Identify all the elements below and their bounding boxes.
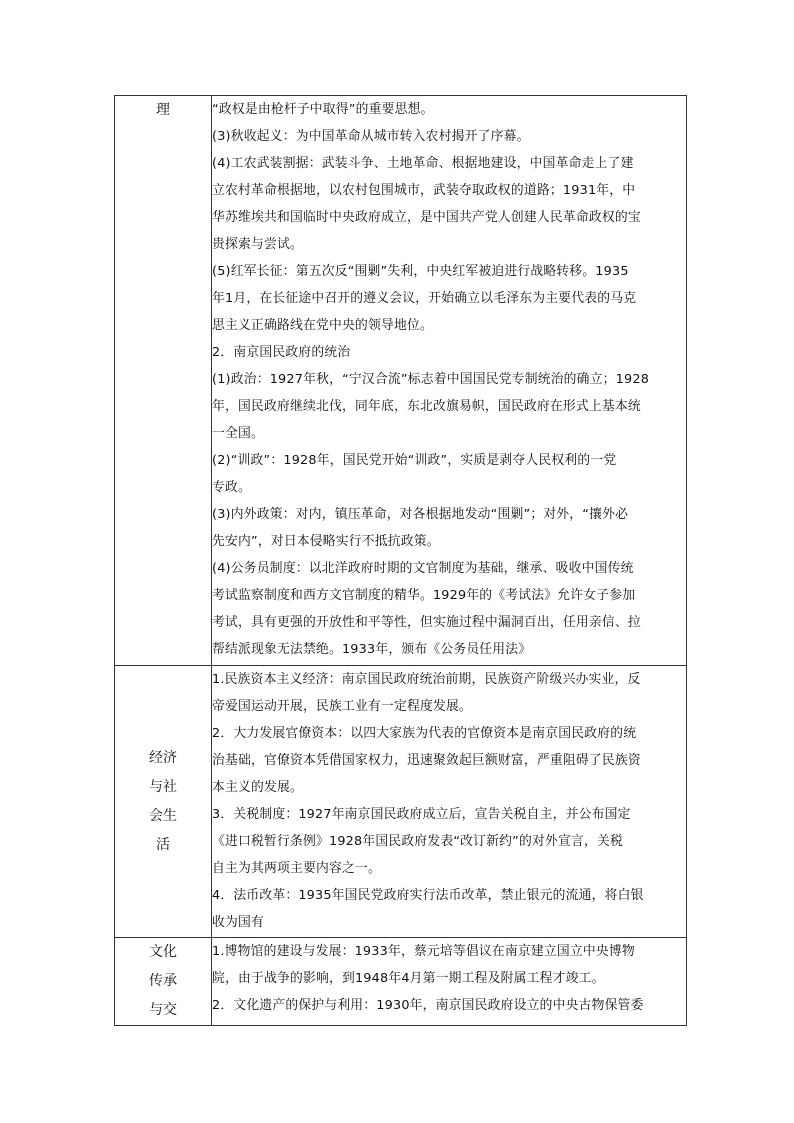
text-line: 帝爱国运动开展，民族工业有一定程度发展。 <box>212 699 472 714</box>
text-line: 先安内”，对日本侵略实行不抵抗政策。 <box>212 534 440 549</box>
text-line: 1.民族资本主义经济：南京国民政府统治前期，民族资产阶级兴办实业，反 <box>212 672 641 687</box>
text-line: (4)工农武装割据：武装斗争、土地革命、根据地建设，中国革命走上了建 <box>212 156 634 171</box>
row-label <box>149 938 177 1025</box>
text-line: “政权是由枪杆子中取得”的重要思想。 <box>212 102 434 117</box>
text-line: 思主义正确路线在党中央的领导地位。 <box>212 318 433 333</box>
row-label-line: 活 <box>156 836 170 853</box>
text-line: 立农村革命根据地，以农村包围城市，武装夺取政权的道路；1931年，中 <box>212 183 636 198</box>
row-content-cell <box>212 666 687 938</box>
text-line: 贵探索与尝试。 <box>212 237 303 252</box>
text-line: 4．法币改革：1935年国民党政府实行法币改革，禁止银元的流通，将白银 <box>212 888 644 903</box>
row-label-line: 与交 <box>149 1002 177 1018</box>
row-label-line: 会生 <box>149 807 177 824</box>
text-line: (5)红军长征：第五次反“围剿”失利，中央红军被迫进行战略转移。1935 <box>212 264 629 279</box>
row-label-line: 经济 <box>149 749 177 766</box>
row-content-cell <box>212 938 687 1026</box>
text-line: 专政。 <box>212 480 251 495</box>
text-line: 2．文化遗产的保护与利用：1930年，南京国民政府设立的中央古物保管委 <box>212 998 644 1013</box>
row-label-line: 文化 <box>149 944 177 960</box>
text-line: 考试，具有更强的开放性和平等性，但实施过程中漏洞百出，任用亲信、拉 <box>212 615 641 630</box>
text-line: 2．大力发展官僚资本：以四大家族为代表的官僚资本是南京国民政府的统 <box>212 726 637 741</box>
text-line: (3)内外政策：对内，镇压革命，对各根据地发动“围剿”；对外，“攘外必 <box>212 507 629 522</box>
row-label-cell <box>115 96 212 666</box>
row-label-cell <box>115 938 212 1026</box>
text-line: (4)公务员制度：以北洋政府时期的文官制度为基础，继承、吸收中国传统 <box>212 561 634 576</box>
text-line: 年，国民政府继续北伐，同年底，东北改旗易帜，国民政府在形式上基本统 <box>212 399 641 414</box>
table-row-economy <box>115 666 687 938</box>
text-line: 院，由于战争的影响，到1948年4月第一期工程及附属工程才竣工。 <box>212 971 605 986</box>
row-label: 理 <box>156 102 170 118</box>
row-content-cell <box>212 96 687 666</box>
text-line: 帮结派现象无法禁绝。1933年，颁布《公务员任用法》 <box>212 642 532 657</box>
row-label-line: 传承 <box>149 973 177 989</box>
text-line: 华苏维埃共和国临时中央政府成立，是中国共产党人创建人民革命政权的宝 <box>212 210 641 225</box>
text-line: 一全国。 <box>212 426 264 441</box>
text-line: 年1月，在长征途中召开的遵义会议，开始确立以毛泽东为主要代表的马克 <box>212 291 637 306</box>
content-table <box>114 95 687 1026</box>
text-line: (2)“训政”：1928年，国民党开始“训政”，实质是剥夺人民权利的一党 <box>212 453 617 468</box>
text-line: 治基础，官僚资本凭借国家权力，迅速聚敛起巨额财富，严重阻碍了民族资 <box>212 753 641 768</box>
text-line: 《进口税暂行条例》1928年国民政府发表“改订新约”的对外宣言，关税 <box>212 834 623 849</box>
text-line: 3．关税制度：1927年南京国民政府成立后，宣告关税自主，并公布国定 <box>212 807 631 822</box>
text-line: 自主为其两项主要内容之一。 <box>212 861 381 876</box>
row-label-cell <box>115 666 212 938</box>
text-line: (1)政治：1927年秋，“宁汉合流”标志着中国国民党专制统治的确立；1928 <box>212 372 650 387</box>
table-row-culture <box>115 938 687 1026</box>
table-row-politics <box>115 96 687 666</box>
row-label <box>149 744 177 860</box>
row-label-line: 与社 <box>149 778 177 795</box>
text-line: 1.博物馆的建设与发展：1933年，蔡元培等倡议在南京建立国立中央博物 <box>212 944 635 959</box>
text-line: 本主义的发展。 <box>212 780 303 795</box>
text-line: 收为国有 <box>212 915 264 930</box>
text-line: (3)秋收起义：为中国革命从城市转入农村揭开了序幕。 <box>212 129 530 144</box>
text-line: 考试监察制度和西方文官制度的精华。1929年的《考试法》允许女子参加 <box>212 588 636 603</box>
text-line: 2．南京国民政府的统治 <box>212 345 351 360</box>
